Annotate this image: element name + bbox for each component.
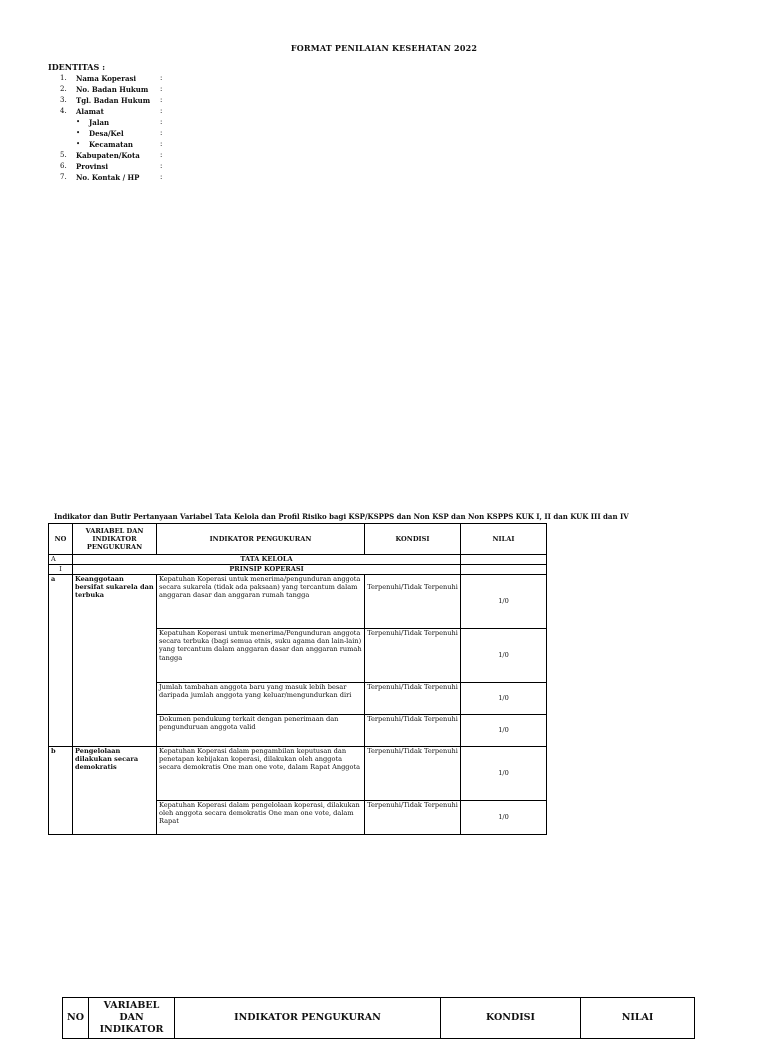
identity-sub-item-label: Jalan xyxy=(89,118,110,127)
header-nilai: NILAI xyxy=(581,998,695,1039)
table-header-row xyxy=(63,998,695,1039)
header-variabel: VARIABEL DAN INDIKATOR PENGUKURAN xyxy=(73,524,157,555)
identity-item-label: Provinsi xyxy=(76,162,109,171)
kondisi-cell: Terpenuhi/Tidak Terpenuhi xyxy=(365,629,461,683)
indikator-cell: Kepatuhan Koperasi untuk menerima/pengunduran anggota secara sukarela (tidak ada paksaan) yang tercantum dalam anggaran dasar dan anggaran rumah tangga xyxy=(157,575,365,629)
identity-item xyxy=(48,161,163,172)
section-label: PRINSIP KOPERASI xyxy=(73,565,461,575)
assessment-table xyxy=(48,523,547,835)
identity-section xyxy=(48,62,163,183)
bullet-icon: • xyxy=(76,118,81,126)
kondisi-cell: Terpenuhi/Tidak Terpenuhi xyxy=(365,715,461,747)
header-nilai: NILAI xyxy=(461,524,547,555)
identity-item-number: 7. xyxy=(60,173,67,181)
identity-sub-item xyxy=(48,128,163,139)
kondisi-cell: Terpenuhi/Tidak Terpenuhi xyxy=(365,575,461,629)
bullet-icon: • xyxy=(76,129,81,137)
indikator-cell: Kepatuhan Koperasi dalam pengelolaan koperasi, dilakukan oleh anggota secara demokratis One man one vote, dalam Rapat xyxy=(157,801,365,835)
identity-item xyxy=(48,172,163,183)
group-variabel: Keanggotaan bersifat sukarela dan terbuka xyxy=(73,575,157,747)
group-variabel: Pengelolaan dilakukan secara demokratis xyxy=(73,747,157,835)
indikator-cell: Jumlah tambahan anggota baru yang masuk lebih besar daripada jumlah anggota yang keluar/mengundurkan diri xyxy=(157,683,365,715)
identity-item-number: 2. xyxy=(60,85,67,93)
assessment-table-continued xyxy=(62,997,695,1039)
identity-item-colon: : xyxy=(160,173,163,181)
identity-item-colon: : xyxy=(160,162,163,170)
bullet-icon: • xyxy=(76,140,81,148)
nilai-cell: 1/0 xyxy=(461,747,547,801)
header-no: NO xyxy=(63,998,89,1039)
indikator-cell: Kepatuhan Koperasi untuk menerima/Pengunduran anggota secara terbuka (bagi semua etnis, suku agama dan lain-lain) yang tercantum dalam anggaran dasar dan anggaran rumah tangga xyxy=(157,629,365,683)
header-variabel: VARIABEL DAN INDIKATOR xyxy=(89,998,175,1039)
kondisi-cell: Terpenuhi/Tidak Terpenuhi xyxy=(365,747,461,801)
header-indikator: INDIKATOR PENGUKURAN xyxy=(175,998,441,1039)
identity-item-label: No. Badan Hukum xyxy=(76,85,149,94)
identity-item-label: Kabupaten/Kota xyxy=(76,151,140,160)
identity-item xyxy=(48,84,163,95)
group-no: b xyxy=(49,747,73,835)
identity-item-colon: : xyxy=(160,129,163,137)
nilai-cell: 1/0 xyxy=(461,629,547,683)
identity-item-number: 5. xyxy=(60,151,67,159)
identity-item-colon: : xyxy=(160,118,163,126)
identity-sub-item xyxy=(48,117,163,128)
header-indikator: INDIKATOR PENGUKURAN xyxy=(157,524,365,555)
identity-sub-item-label: Kecamatan xyxy=(89,140,133,149)
section-row xyxy=(49,565,547,575)
identity-item-colon: : xyxy=(160,140,163,148)
table-row xyxy=(49,575,547,629)
table-caption: Indikator dan Butir Pertanyaan Variabel Tata Kelola dan Profil Risiko bagi KSP/KSPPS dan Non KSP dan Non KSPPS KUK I, II dan KUK III dan IV xyxy=(54,512,629,521)
identity-item-number: 1. xyxy=(60,74,67,82)
identity-sub-item-label: Desa/Kel xyxy=(89,129,124,138)
identity-item-colon: : xyxy=(160,151,163,159)
identity-item-colon: : xyxy=(160,74,163,82)
identity-item-colon: : xyxy=(160,96,163,104)
identity-item xyxy=(48,95,163,106)
identity-item-number: 4. xyxy=(60,107,67,115)
table-row xyxy=(49,747,547,801)
identity-item-label: No. Kontak / HP xyxy=(76,173,140,182)
identity-item-number: 3. xyxy=(60,96,67,104)
identity-sub-item xyxy=(48,139,163,150)
group-no: a xyxy=(49,575,73,747)
identity-item-label: Alamat xyxy=(76,107,104,116)
empty-cell xyxy=(461,555,547,565)
indikator-cell: Kepatuhan Koperasi dalam pengambilan keputusan dan penetapan kebijakan koperasi, dilakukan oleh anggota secara demokratis One man one vote, dalam Rapat Anggota xyxy=(157,747,365,801)
section-no: A xyxy=(49,555,73,565)
nilai-cell: 1/0 xyxy=(461,575,547,629)
identity-item-label: Nama Koperasi xyxy=(76,74,137,83)
empty-cell xyxy=(461,565,547,575)
section-no: I xyxy=(49,565,73,575)
table-header-row xyxy=(49,524,547,555)
identity-item xyxy=(48,73,163,84)
identity-item xyxy=(48,106,163,117)
kondisi-cell: Terpenuhi/Tidak Terpenuhi xyxy=(365,683,461,715)
identity-heading: IDENTITAS : xyxy=(48,62,106,72)
page-title: FORMAT PENILAIAN KESEHATAN 2022 xyxy=(290,43,478,53)
header-kondisi: KONDISI xyxy=(365,524,461,555)
header-kondisi: KONDISI xyxy=(441,998,581,1039)
section-row xyxy=(49,555,547,565)
indikator-cell: Dokumen pendukung terkait dengan penerimaan dan pengunduruan anggota valid xyxy=(157,715,365,747)
identity-item-colon: : xyxy=(160,85,163,93)
identity-item xyxy=(48,150,163,161)
nilai-cell: 1/0 xyxy=(461,715,547,747)
nilai-cell: 1/0 xyxy=(461,801,547,835)
identity-item-number: 6. xyxy=(60,162,67,170)
identity-item-colon: : xyxy=(160,107,163,115)
kondisi-cell: Terpenuhi/Tidak Terpenuhi xyxy=(365,801,461,835)
identity-item-label: Tgl. Badan Hukum xyxy=(76,96,151,105)
nilai-cell: 1/0 xyxy=(461,683,547,715)
header-no: NO xyxy=(49,524,73,555)
section-label: TATA KELOLA xyxy=(73,555,461,565)
